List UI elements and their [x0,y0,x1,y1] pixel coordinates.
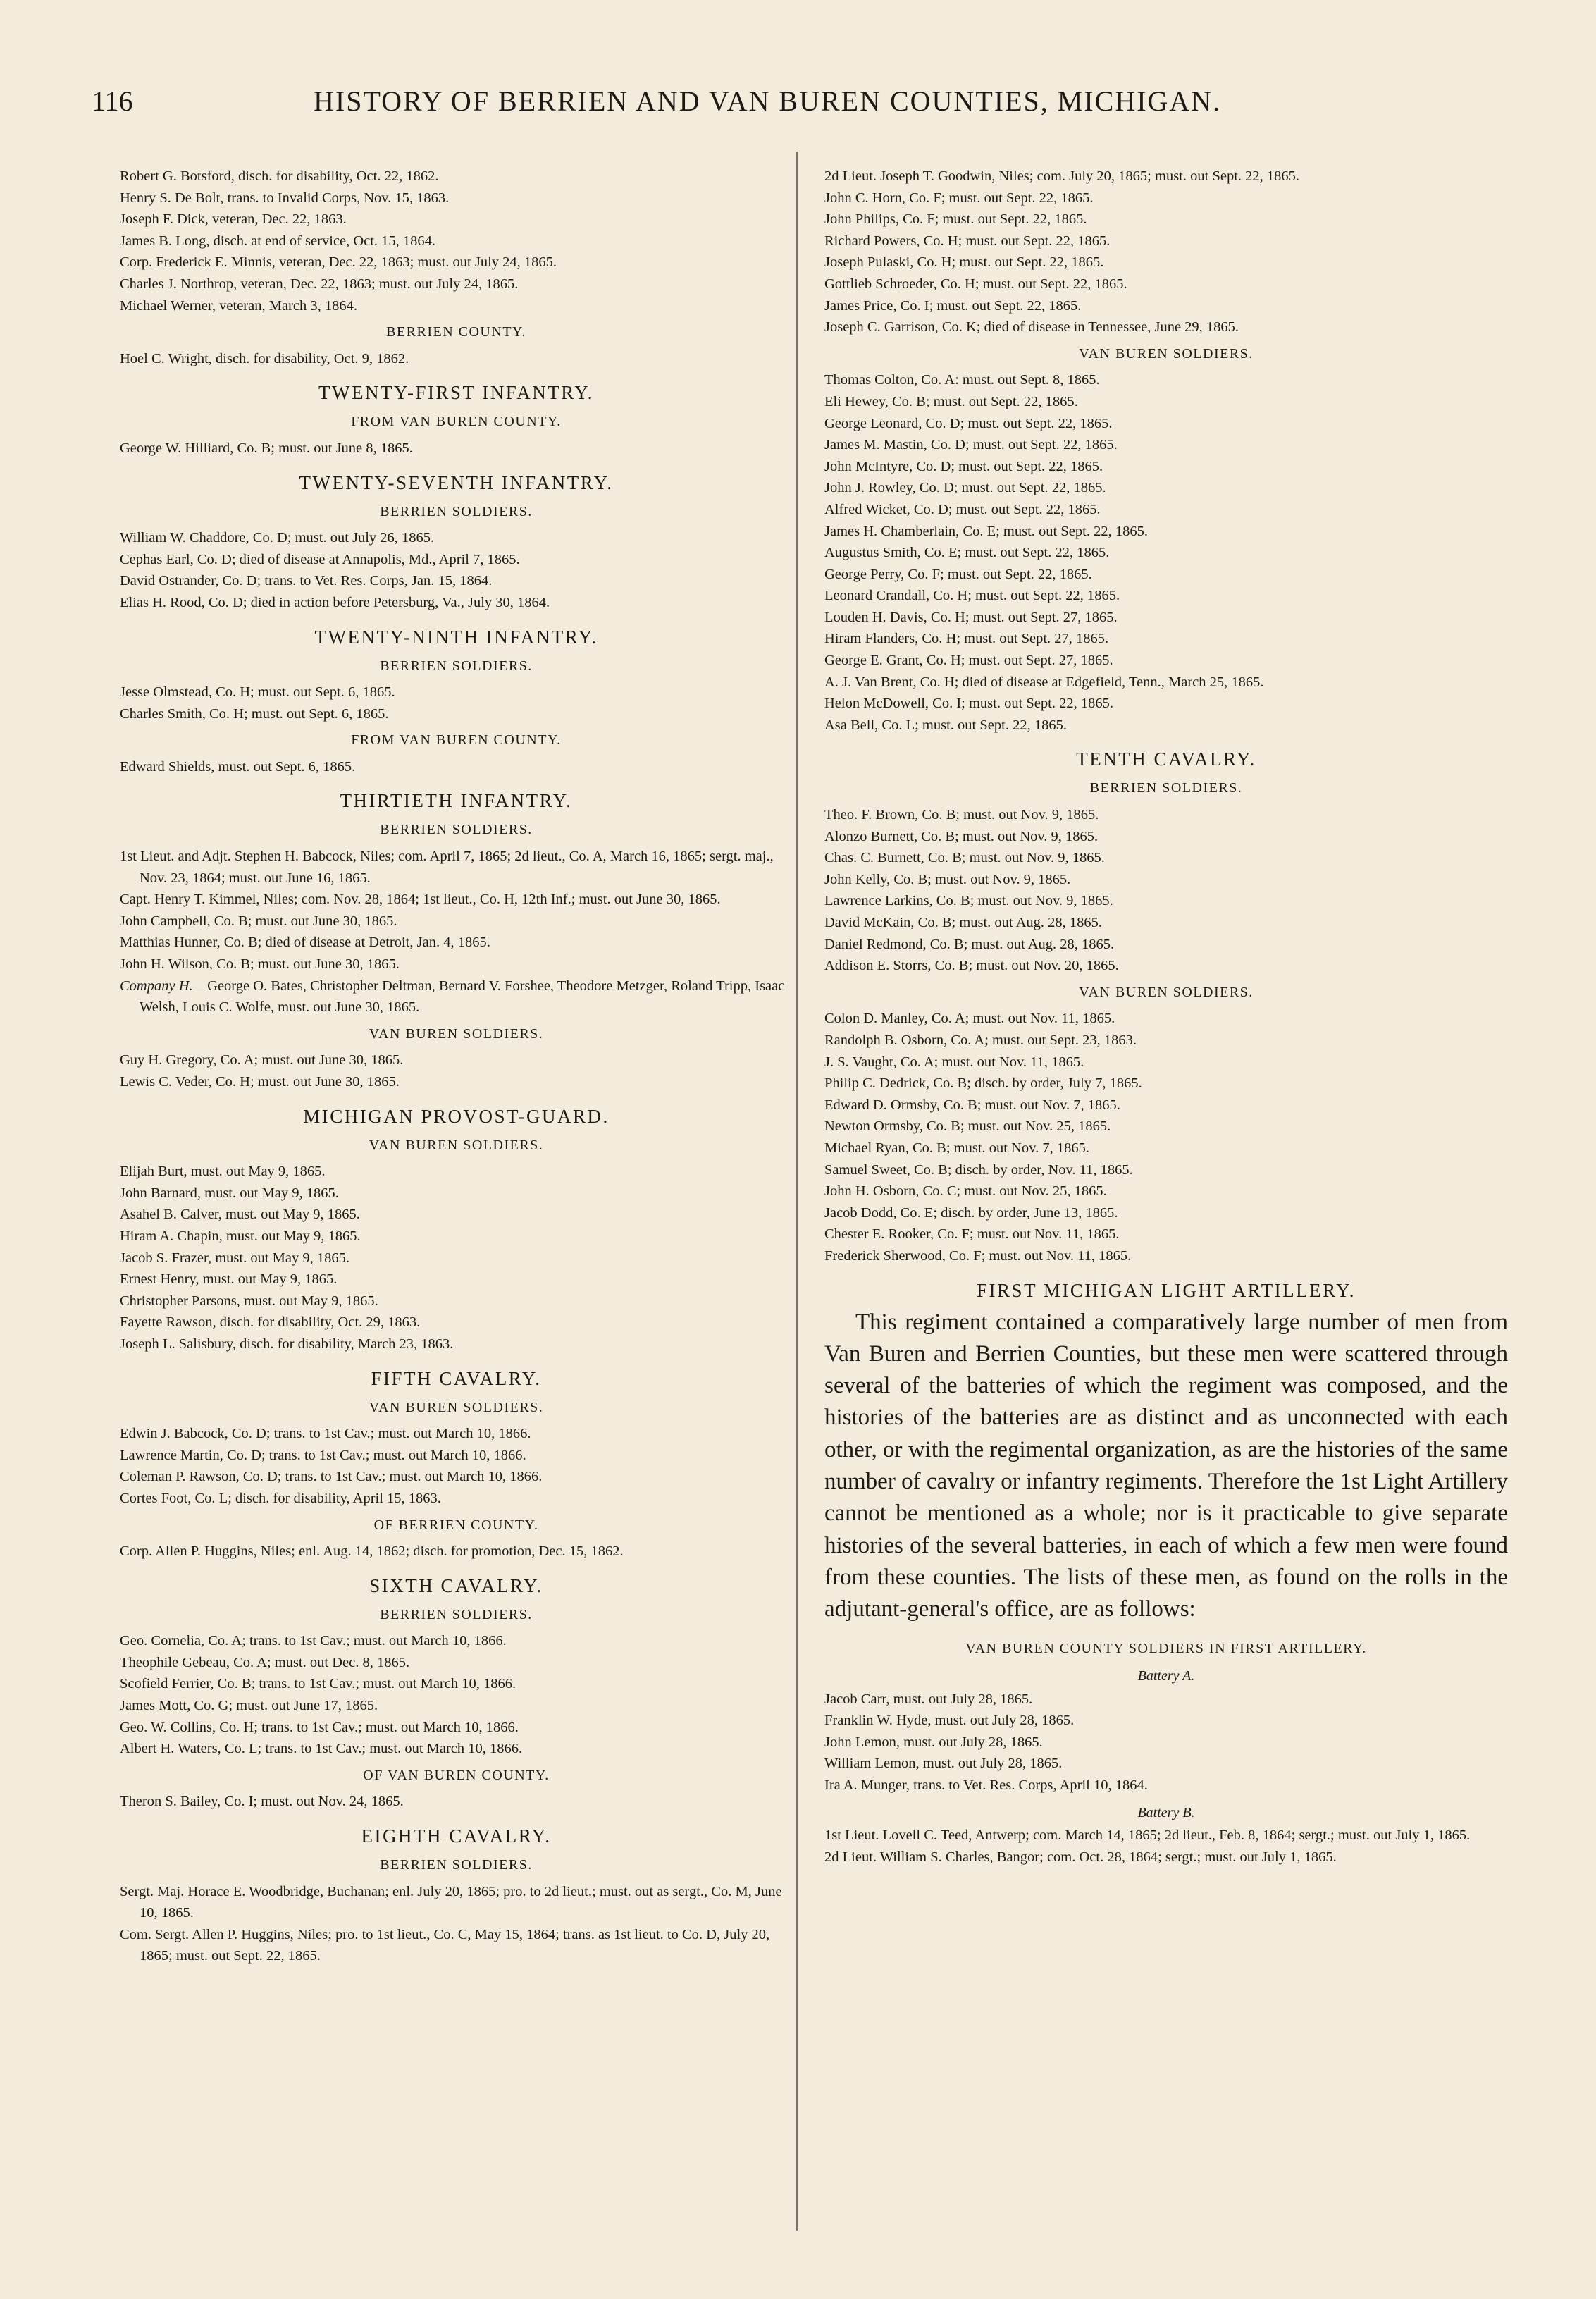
roster-list [120,756,793,778]
roster-entry: Charles J. Northrop, veteran, Dec. 22, 1863; must. out July 24, 1865. [120,276,519,292]
roster-entry: William W. Chaddore, Co. D; must. out July 26, 1865. [120,530,435,546]
subheading: BERRIEN SOLDIERS. [380,503,533,519]
roster-entry: William Lemon, must. out July 28, 1865. [824,1756,1063,1772]
roster-list [120,1881,793,1967]
roster-entry: Albert H. Waters, Co. L; trans. to 1st Cav.; must. out March 10, 1866. [120,1741,523,1757]
roster-entry: Lawrence Martin, Co. D; trans. to 1st Cav.; must. out March 10, 1866. [120,1447,526,1463]
roster-entry: Frederick Sherwood, Co. F; must. out Nov. 11, 1865. [824,1247,1132,1264]
roster-entry: Lewis C. Veder, Co. H; must. out June 30, 1865. [120,1074,400,1090]
section-heading: TWENTY-FIRST INFANTRY. [318,382,595,404]
roster-entry: Corp. Frederick E. Minnis, veteran, Dec. 22, 1863; must. out July 24, 1865. [120,254,557,271]
roster-entry: John Philips, Co. F; must. out Sept. 22, 1865. [824,211,1087,228]
roster-entry: Thomas Colton, Co. A: must. out Sept. 8, 1865. [824,372,1100,388]
roster-list [120,1791,793,1813]
section-heading: MICHIGAN PROVOST-GUARD. [303,1105,610,1127]
roster-entry: David Ostrander, Co. D; trans. to Vet. Res. Corps, Jan. 15, 1864. [120,573,493,589]
page-header [92,85,1501,127]
roster-entry: John H. Wilson, Co. B; must. out June 30, 1865. [120,956,400,973]
battery-heading: Battery A. [1137,1668,1195,1684]
page-number: 116 [92,85,133,117]
roster-entry: Randolph B. Osborn, Co. A; must. out Sept. 23, 1863. [824,1032,1137,1048]
battery-heading: Battery B. [1137,1804,1195,1820]
roster-entry: Henry S. De Bolt, trans. to Invalid Corps, Nov. 15, 1863. [120,190,450,206]
roster-entry: Com. Sergt. Allen P. Huggins, Niles; pro. to 1st lieut., Co. C, May 15, 1864; trans. as 1st lieut. to Co. D, July 20, 1865; must. out Sept. 22, 1865. [120,1926,770,1964]
roster-entry: George W. Hilliard, Co. B; must. out June 8, 1865. [120,440,413,456]
roster-entry: George E. Grant, Co. H; must. out Sept. 27, 1865. [824,653,1113,669]
roster-list [824,369,1508,736]
roster-list [120,682,793,725]
roster-entry: Addison E. Storrs, Co. B; must. out Nov. 20, 1865. [824,958,1119,974]
roster-entry: Robert G. Botsford, disch. for disability, Oct. 22, 1862. [120,168,439,184]
section-heading: FIFTH CAVALRY. [371,1367,542,1389]
subheading: BERRIEN SOLDIERS. [380,1606,533,1622]
subheading: VAN BUREN SOLDIERS. [1079,345,1254,362]
roster-entry: 1st Lieut. and Adjt. Stephen H. Babcock, Niles; com. April 7, 1865; 2d lieut., Co. A, March 16, 1865; sergt. maj., Nov. 23, 1864; must. out June 16, 1865. [120,849,774,886]
roster-list [120,166,793,316]
roster-list [120,1049,793,1092]
roster-entry: Christopher Parsons, must. out May 9, 1865. [120,1293,378,1309]
roster-entry: Elijah Burt, must. out May 9, 1865. [120,1164,326,1180]
roster-entry: Cortes Foot, Co. L; disch. for disability, April 15, 1863. [120,1490,441,1506]
subheading: BERRIEN SOLDIERS. [1089,780,1243,796]
section-heading: SIXTH CAVALRY. [369,1574,543,1596]
roster-entry: Chas. C. Burnett, Co. B; must. out Nov. 9, 1865. [824,850,1105,866]
section-heading: TWENTY-NINTH INFANTRY. [314,626,598,648]
roster-entry: Helon McDowell, Co. I; must. out Sept. 22, 1865. [824,696,1113,712]
roster-entry: Joseph Pulaski, Co. H; must. out Sept. 22, 1865. [824,254,1104,271]
roster-list [120,527,793,613]
roster-entry: Colon D. Manley, Co. A; must. out Nov. 11, 1865. [824,1011,1115,1027]
roster-entry: Sergt. Maj. Horace E. Woodbridge, Buchanan; enl. July 20, 1865; pro. to 2d lieut.; must. out as sergt., Co. M, June 10, 1865. [120,1883,782,1921]
roster-list [824,804,1508,977]
subheading: BERRIEN SOLDIERS. [380,1857,533,1873]
roster-entry: James H. Chamberlain, Co. E; must. out Sept. 22, 1865. [824,523,1148,539]
company-text: —George O. Bates, Christopher Deltman, Bernard V. Forshee, Theodore Metzger, Roland Tripp, Isaac Welsh, Louis C. Wolfe, must. out June 30, 1865. [140,978,785,1016]
roster-list [120,846,793,975]
roster-entry: A. J. Van Brent, Co. H; died of disease at Edgefield, Tenn., March 25, 1865. [824,674,1264,690]
roster-entry: Asa Bell, Co. L; must. out Sept. 22, 1865. [824,717,1067,733]
subheading: BERRIEN COUNTY. [386,324,526,340]
roster-entry: Michael Ryan, Co. B; must. out Nov. 7, 1865. [824,1140,1089,1156]
subheading: FROM VAN BUREN COUNTY. [351,414,562,430]
roster-entry: Fayette Rawson, disch. for disability, Oct. 29, 1863. [120,1314,421,1331]
roster-entry: 2d Lieut. William S. Charles, Bangor; com. Oct. 28, 1864; sergt.; must. out July 1, 1865. [824,1849,1337,1865]
running-title: HISTORY OF BERRIEN AND VAN BUREN COUNTIES, MICHIGAN. [314,85,1222,117]
section-heading: THIRTIETH INFANTRY. [340,790,573,812]
roster-list [120,348,793,370]
subheading: BERRIEN SOLDIERS. [380,822,533,838]
roster-entry: Louden H. Davis, Co. H; must. out Sept. 27, 1865. [824,609,1118,625]
company-label: Company H. [120,978,193,994]
roster-entry: John C. Horn, Co. F; must. out Sept. 22, 1865. [824,190,1094,206]
right-column [824,166,1508,1868]
roster-list [120,1541,793,1563]
roster-entry: Charles Smith, Co. H; must. out Sept. 6, 1865. [120,705,389,722]
roster-entry: George Leonard, Co. D; must. out Sept. 22, 1865. [824,415,1113,431]
roster-entry: 2d Lieut. Joseph T. Goodwin, Niles; com. July 20, 1865; must. out Sept. 22, 1865. [824,168,1300,184]
left-column [120,166,793,1967]
roster-entry: Eli Hewey, Co. B; must. out Sept. 22, 1865. [824,393,1078,409]
roster-entry: Asahel B. Calver, must. out May 9, 1865. [120,1207,360,1223]
roster-entry: David McKain, Co. B; must. out Aug. 28, 1865. [824,915,1103,930]
roster-list [824,166,1508,338]
roster-entry: Hoel C. Wright, disch. for disability, Oct. 9, 1862. [120,350,409,366]
subheading: VAN BUREN SOLDIERS. [369,1137,544,1153]
roster-list [120,438,793,460]
section-heading: TENTH CAVALRY. [1076,748,1256,770]
roster-entry: Edwin J. Babcock, Co. D; trans. to 1st Cav.; must. out March 10, 1866. [120,1426,531,1442]
roster-entry: Geo. Cornelia, Co. A; trans. to 1st Cav.; must. out March 10, 1866. [120,1633,507,1649]
roster-entry: Coleman P. Rawson, Co. D; trans. to 1st Cav.; must. out March 10, 1866. [120,1469,543,1485]
roster-list [120,1630,793,1760]
roster-list [824,1825,1508,1868]
roster-entry: Jacob S. Frazer, must. out May 9, 1865. [120,1250,349,1266]
roster-entry: Alfred Wicket, Co. D; must. out Sept. 22, 1865. [824,501,1101,517]
roster-entry: John J. Rowley, Co. D; must. out Sept. 22, 1865. [824,480,1106,496]
roster-entry: John Barnard, must. out May 9, 1865. [120,1185,339,1201]
roster-entry: Cephas Earl, Co. D; died of disease at Annapolis, Md., April 7, 1865. [120,551,520,567]
roster-entry: Scofield Ferrier, Co. B; trans. to 1st Cav.; must. out March 10, 1866. [120,1676,516,1692]
roster-entry: J. S. Vaught, Co. A; must. out Nov. 11, 1865. [824,1054,1084,1070]
section-heading: TWENTY-SEVENTH INFANTRY. [299,471,614,493]
roster-entry: Jesse Olmstead, Co. H; must. out Sept. 6, 1865. [120,684,395,701]
roster-entry: Augustus Smith, Co. E; must. out Sept. 22, 1865. [824,545,1110,561]
subheading: VAN BUREN SOLDIERS. [369,1025,544,1042]
roster-entry: Newton Ormsby, Co. B; must. out Nov. 25, 1865. [824,1118,1111,1135]
roster-entry: Hiram Flanders, Co. H; must. out Sept. 27, 1865. [824,631,1109,647]
roster-entry: John H. Osborn, Co. C; must. out Nov. 25, 1865. [824,1183,1107,1200]
roster-entry: Joseph F. Dick, veteran, Dec. 22, 1863. [120,211,347,228]
roster-entry: Joseph C. Garrison, Co. K; died of disease in Tennessee, June 29, 1865. [824,319,1239,335]
subheading: FROM VAN BUREN COUNTY. [351,732,562,748]
roster-entry: John Kelly, Co. B; must. out Nov. 9, 1865. [824,871,1071,887]
roster-entry: Guy H. Gregory, Co. A; must. out June 30, 1865. [120,1052,404,1068]
roster-entry: 1st Lieut. Lovell C. Teed, Antwerp; com. March 14, 1865; 2d lieut., Feb. 8, 1864; sergt.; must. out July 1, 1865. [824,1828,1471,1844]
roster-entry: James M. Mastin, Co. D; must. out Sept. 22, 1865. [824,437,1118,453]
roster-entry: John Lemon, must. out July 28, 1865. [824,1734,1043,1750]
roster-entry: Matthias Hunner, Co. B; died of disease at Detroit, Jan. 4, 1865. [120,935,490,951]
roster-entry: Elias H. Rood, Co. D; died in action before Petersburg, Va., July 30, 1864. [120,594,550,610]
roster-entry: George Perry, Co. F; must. out Sept. 22, 1865. [824,566,1092,582]
roster-entry: John Campbell, Co. B; must. out June 30, 1865. [120,913,397,929]
section-heading: FIRST MICHIGAN LIGHT ARTILLERY. [977,1279,1356,1301]
subheading: BERRIEN SOLDIERS. [380,658,533,674]
roster-list [824,1008,1508,1266]
roster-entry: Edward Shields, must. out Sept. 6, 1865. [120,758,356,775]
subheading: OF VAN BUREN COUNTY. [363,1767,550,1783]
subheading: VAN BUREN SOLDIERS. [1079,984,1254,1000]
roster-list [120,1423,793,1509]
subheading: OF BERRIEN COUNTY. [373,1517,539,1533]
roster-entry: Philip C. Dedrick, Co. B; disch. by order, July 7, 1865. [824,1075,1142,1092]
roster-entry: Michael Werner, veteran, March 3, 1864. [120,297,357,314]
roster-entry: Jacob Carr, must. out July 28, 1865. [824,1691,1033,1707]
roster-entry: John McIntyre, Co. D; must. out Sept. 22, 1865. [824,458,1103,474]
roster-entry: Theo. F. Brown, Co. B; must. out Nov. 9, 1865. [824,807,1099,823]
subheading: VAN BUREN COUNTY SOLDIERS IN FIRST ARTILLERY. [965,1641,1367,1657]
section-heading: EIGHTH CAVALRY. [361,1825,552,1847]
roster-entry: Capt. Henry T. Kimmel, Niles; com. Nov. 28, 1864; 1st lieut., Co. H, 12th Inf.; must. out June 30, 1865. [120,892,721,908]
roster-entry: Corp. Allen P. Huggins, Niles; enl. Aug. 14, 1862; disch. for promotion, Dec. 15, 1862. [120,1543,624,1560]
roster-entry: Gottlieb Schroeder, Co. H; must. out Sept. 22, 1865. [824,276,1127,292]
roster-entry: Edward D. Ormsby, Co. B; must. out Nov. 7, 1865. [824,1097,1120,1113]
roster-entry: Lawrence Larkins, Co. B; must. out Nov. 9, 1865. [824,893,1113,909]
roster-entry: Ira A. Munger, trans. to Vet. Res. Corps, April 10, 1864. [824,1777,1148,1794]
roster-entry: Ernest Henry, must. out May 9, 1865. [120,1271,338,1288]
roster-entry: Franklin W. Hyde, must. out July 28, 1865. [824,1713,1075,1729]
roster-entry: Theophile Gebeau, Co. A; must. out Dec. 8, 1865. [120,1654,410,1670]
roster-entry: Leonard Crandall, Co. H; must. out Sept. 22, 1865. [824,588,1120,604]
roster-entry: Daniel Redmond, Co. B; must. out Aug. 28, 1865. [824,936,1115,952]
roster-list [120,1161,793,1355]
roster-entry: Jacob Dodd, Co. E; disch. by order, June 13, 1865. [824,1204,1118,1221]
roster-entry: Joseph L. Salisbury, disch. for disability, March 23, 1863. [120,1336,454,1352]
roster-entry: Theron S. Bailey, Co. I; must. out Nov. 24, 1865. [120,1794,404,1810]
roster-entry: James B. Long, disch. at end of service, Oct. 15, 1864. [120,233,436,249]
artillery-paragraph: This regiment contained a comparatively large number of men from Van Buren and Berrien Counties, but these men were scattered through several of the batteries of which the regiment was composed, and the histories of the batteries are as distinct and as unconnected with each other, or with the regimental organization, as are the histories of the same number of cavalry or infantry regiments. Therefore the 1st Light Artillery cannot be mentioned as a whole; nor is it practicable to give separate histories of the several batteries, in each of which a few men were found from these counties. The lists of these men, as found on the rolls in the adjutant-general's office, are as follows: [824,1309,1508,1622]
roster-entry: Richard Powers, Co. H; must. out Sept. 22, 1865. [824,233,1111,249]
roster-entry: James Price, Co. I; must. out Sept. 22, 1865. [824,297,1082,314]
roster-entry: Hiram A. Chapin, must. out May 9, 1865. [120,1228,361,1244]
company-entry [120,975,793,1018]
roster-list [824,1689,1508,1796]
subheading: VAN BUREN SOLDIERS. [369,1399,544,1415]
roster-entry: Geo. W. Collins, Co. H; trans. to 1st Cav.; must. out March 10, 1866. [120,1719,519,1735]
roster-entry: James Mott, Co. G; must. out June 17, 1865. [120,1698,378,1714]
column-divider [796,152,798,2231]
roster-entry: Samuel Sweet, Co. B; disch. by order, Nov. 11, 1865. [824,1161,1133,1178]
roster-entry: Alonzo Burnett, Co. B; must. out Nov. 9, 1865. [824,828,1099,844]
roster-entry: Chester E. Rooker, Co. F; must. out Nov. 11, 1865. [824,1226,1120,1243]
